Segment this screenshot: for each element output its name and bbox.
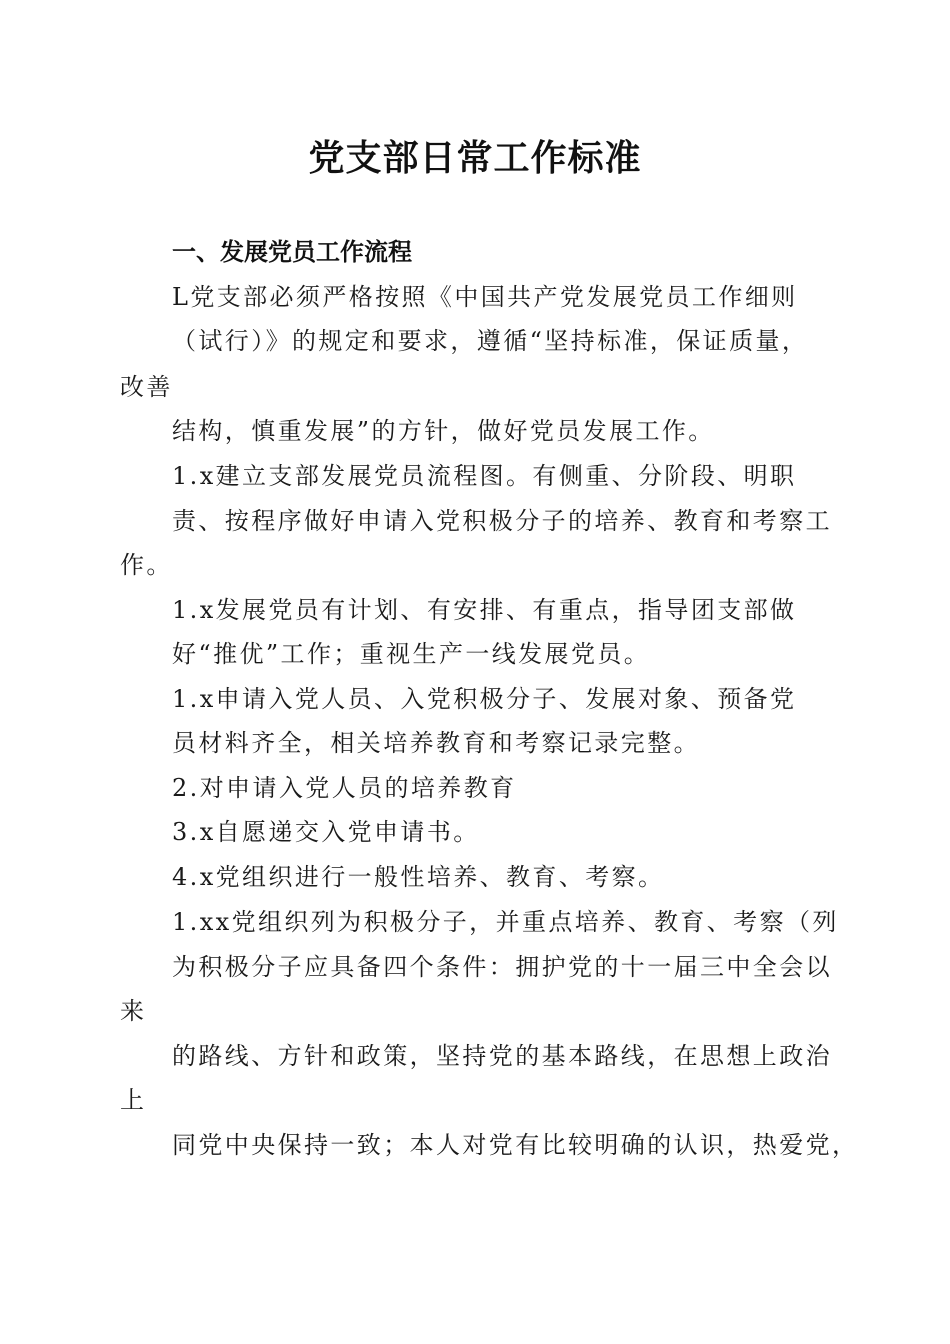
document-title: 党支部日常工作标准: [308, 137, 642, 179]
paragraph-line: 好“推优”工作；重视生产一线发展党员。: [172, 640, 651, 668]
paragraph-line: 结构，慎重发展”的方针，做好党员发展工作。: [172, 417, 715, 445]
paragraph-line: 为积极分子应具备四个条件：拥护党的十一届三中全会以: [172, 953, 832, 981]
paragraph-line: 员材料齐全，相关培养教育和考察记录完整。: [172, 729, 700, 757]
paragraph-line: 1.x发展党员有计划、有安排、有重点，指导团支部做: [172, 596, 797, 624]
paragraph-line: 来: [120, 997, 147, 1025]
paragraph-line: 作。: [120, 551, 173, 579]
paragraph-line: L党支部必须严格按照《中国共产党发展党员工作细则: [172, 283, 798, 311]
section-heading: 一、发展党员工作流程: [172, 238, 412, 266]
paragraph-line: 的路线、方针和政策，坚持党的基本路线，在思想上政治: [172, 1042, 832, 1070]
paragraph-line: （试行）》的规定和要求，遵循“坚持标准，保证质量，: [172, 327, 809, 355]
paragraph-line: 上: [120, 1086, 147, 1114]
paragraph-line: 责、按程序做好申请入党积极分子的培养、教育和考察工: [172, 507, 832, 535]
paragraph-line: 同党中央保持一致；本人对党有比较明确的认识，热爱党，: [172, 1131, 859, 1159]
paragraph-line: 改善: [120, 373, 173, 401]
paragraph-line: 3.x自愿递交入党申请书。: [172, 818, 480, 846]
paragraph-line: 2.对申请入党人员的培养教育: [172, 774, 517, 802]
paragraph-line: 1.x建立支部发展党员流程图。有侧重、分阶段、明职: [172, 462, 797, 490]
paragraph-line: 1.xx党组织列为积极分子，并重点培养、教育、考察（列: [172, 908, 839, 936]
paragraph-line: 1.x申请入党人员、入党积极分子、发展对象、预备党: [172, 685, 797, 713]
paragraph-line: 4.x党组织进行一般性培养、教育、考察。: [172, 863, 665, 891]
